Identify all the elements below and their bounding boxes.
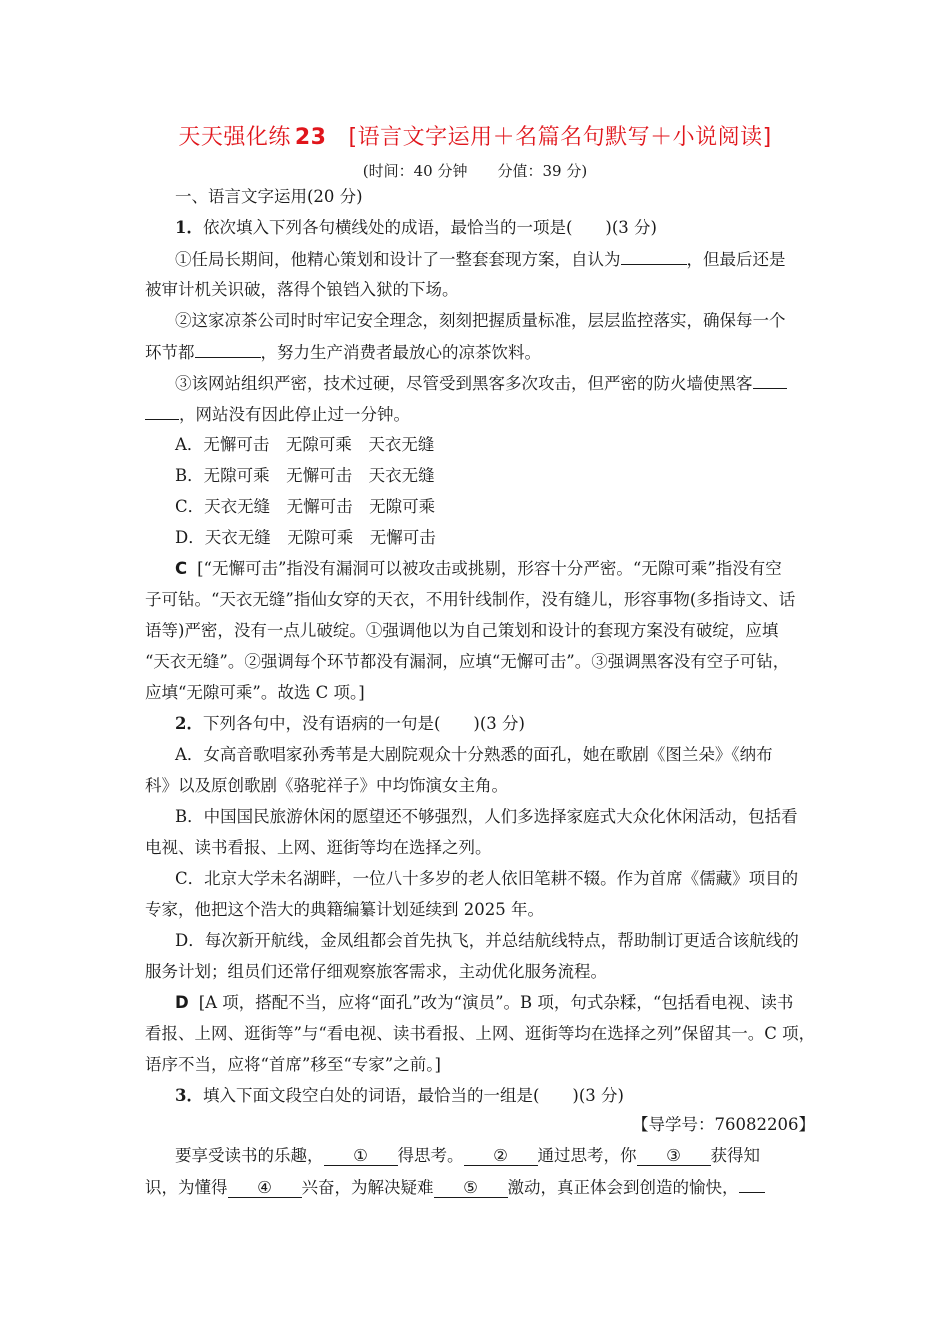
title-number: 23 bbox=[294, 125, 327, 150]
page-title bbox=[0, 120, 950, 151]
fill-blank bbox=[145, 403, 179, 420]
q2-option-c-line-1: C．北京大学未名湖畔，一位八十多岁的老人依旧笔耕不辍。作为首席《儒藏》项目的 bbox=[175, 869, 799, 888]
numbered-blank-3: ③ bbox=[637, 1147, 711, 1166]
question-2-text: 下列各句中，没有语病的一句是( )(3 分) bbox=[202, 714, 525, 733]
q1-explanation-line-1 bbox=[145, 558, 845, 580]
question-1-text: 依次填入下列各句横线处的成语，最恰当的一项是( )(3 分) bbox=[202, 218, 657, 237]
q2-explanation-line-1 bbox=[145, 992, 845, 1014]
title-prefix: 天天强化练 bbox=[178, 125, 291, 150]
q1-option-c: C．天衣无缝 无懈可击 无隙可乘 bbox=[175, 497, 436, 516]
numbered-blank-2: ② bbox=[464, 1147, 538, 1166]
q1-sentence-1-line-2: 被审计机关识破，落得个锒铛入狱的下场。 bbox=[145, 280, 459, 299]
numbered-blank-1: ① bbox=[324, 1147, 398, 1166]
fill-blank bbox=[621, 248, 687, 265]
q2-answer: D bbox=[175, 993, 189, 1012]
fill-blank bbox=[195, 341, 261, 358]
q2-option-b-line-1: B．中国国民旅游休闲的愿望还不够强烈，人们多选择家庭式大众化休闲活动，包括看 bbox=[175, 807, 798, 826]
q1-option-a: A．无懈可击 无隙可乘 天衣无缝 bbox=[175, 435, 435, 454]
q1-exp-text: [“无懈可击”指没有漏洞可以被攻击或挑剔，形容十分严密。“无隙可乘”指没有空 bbox=[197, 559, 782, 578]
q1-s2-text-a: 环节都 bbox=[145, 343, 195, 362]
q1-sentence-3-line-1 bbox=[145, 372, 845, 395]
question-2-number: 2． bbox=[175, 714, 203, 733]
q1-explanation-line-4: “天衣无缝”。②强调每个环节都没有漏洞，应填“无懈可击”。③强调黑客没有空子可钻， bbox=[145, 652, 790, 671]
q2-explanation-line-2: 看报、上网、逛街等”与“看电视、读书看报、上网、逛街等均在选择之列”保留其一。C 项， bbox=[145, 1024, 816, 1043]
q1-sentence-2-line-2 bbox=[145, 341, 815, 364]
q1-sentence-3-line-2 bbox=[145, 403, 815, 426]
question-1-number: 1． bbox=[175, 218, 203, 237]
time-score-info: (时间：40 分钟 分值：39 分) bbox=[362, 162, 588, 180]
q3-text-4: 获得知 bbox=[710, 1146, 760, 1165]
numbered-blank-4: ④ bbox=[228, 1179, 302, 1198]
q2-option-c-line-2: 专家，他把这个浩大的典籍编纂计划延续到 2025 年。 bbox=[145, 900, 544, 919]
q2-option-b-line-2: 电视、读书看报、上网、逛街等均在选择之列。 bbox=[145, 838, 492, 857]
q1-sentence-2-line-1: ②这家凉茶公司时时牢记安全理念，刻刻把握质量标准，层层监控落实，确保每一个 bbox=[175, 311, 786, 330]
title-topic: [语言文字运用＋名篇名句默写＋小说阅读] bbox=[348, 125, 772, 150]
q1-option-b: B．无隙可乘 无懈可击 天衣无缝 bbox=[175, 466, 435, 485]
q1-s3-text-b: ，网站没有因此停止过一分钟。 bbox=[179, 405, 410, 424]
fill-blank bbox=[753, 372, 787, 389]
question-2-stem bbox=[145, 713, 845, 735]
q1-explanation-line-3: 语等)严密，没有一点儿破绽。①强调他以为自己策划和设计的套现方案没有破绽，应填 bbox=[145, 621, 779, 640]
question-3-stem bbox=[145, 1085, 845, 1107]
q3-text-3: 通过思考，你 bbox=[537, 1146, 637, 1165]
q3-text-6: 兴奋，为解决疑难 bbox=[301, 1178, 434, 1197]
q1-s3-text-a: ③该网站组织严密，技术过硬，尽管受到黑客多次攻击，但严密的防火墙使黑客 bbox=[175, 374, 753, 393]
q3-passage-line-2 bbox=[145, 1176, 815, 1199]
q1-s1-text-a: ①任局长期间，他精心策划和设计了一整套套现方案，自认为 bbox=[175, 250, 621, 269]
q3-text-2: 得思考。 bbox=[397, 1146, 464, 1165]
q1-s2-text-b: ，努力生产消费者最放心的凉茶饮料。 bbox=[260, 343, 541, 362]
question-3-text: 填入下面文段空白处的词语，最恰当的一组是( )(3 分) bbox=[202, 1086, 624, 1105]
q2-exp-text: [A 项，搭配不当，应将“面孔”改为“演员”。B 项，句式杂糅，“包括看电视、读书 bbox=[198, 993, 794, 1012]
numbered-blank-5: ⑤ bbox=[434, 1179, 508, 1198]
q1-option-d: D．天衣无缝 无隙可乘 无懈可击 bbox=[175, 528, 436, 547]
q2-option-d-line-2: 服务计划；组员们还常仔细观察旅客需求，主动优化服务流程。 bbox=[145, 962, 607, 981]
study-code: 【导学号：76082206】 bbox=[632, 1115, 815, 1134]
q3-passage-line-1 bbox=[145, 1145, 845, 1167]
q2-option-a-line-1: A．女高音歌唱家孙秀苇是大剧院观众十分熟悉的面孔，她在歌剧《图兰朵》《纳布 bbox=[175, 745, 773, 764]
q1-explanation-line-5: 应填“无隙可乘”。故选 C 项。] bbox=[145, 683, 365, 702]
q1-answer: C bbox=[175, 559, 188, 578]
q2-explanation-line-3: 语序不当，应将“首席”移至“专家”之前。] bbox=[145, 1055, 441, 1074]
q3-text-5: 识，为懂得 bbox=[145, 1178, 228, 1197]
q1-s1-text-b: ，但最后还是 bbox=[686, 250, 786, 269]
section-heading: 一、语言文字运用(20 分) bbox=[175, 187, 363, 206]
q2-option-d-line-1: D．每次新开航线，金凤组都会首先执飞，并总结航线特点，帮助制订更适合该航线的 bbox=[175, 931, 799, 950]
question-3-number: 3． bbox=[175, 1086, 203, 1105]
fill-blank bbox=[739, 1176, 765, 1193]
q3-text-1: 要享受读书的乐趣， bbox=[175, 1146, 324, 1165]
question-1-stem bbox=[145, 217, 845, 239]
q3-text-7: 激动，真正体会到创造的愉快， bbox=[507, 1178, 739, 1197]
q1-sentence-1-line-1 bbox=[145, 248, 845, 271]
q1-explanation-line-2: 子可钻。“天衣无缝”指仙女穿的天衣，不用针线制作，没有缝儿，形容事物(多指诗文、话 bbox=[145, 590, 796, 609]
q2-option-a-line-2: 科》以及原创歌剧《骆驼祥子》中均饰演女主角。 bbox=[145, 776, 508, 795]
